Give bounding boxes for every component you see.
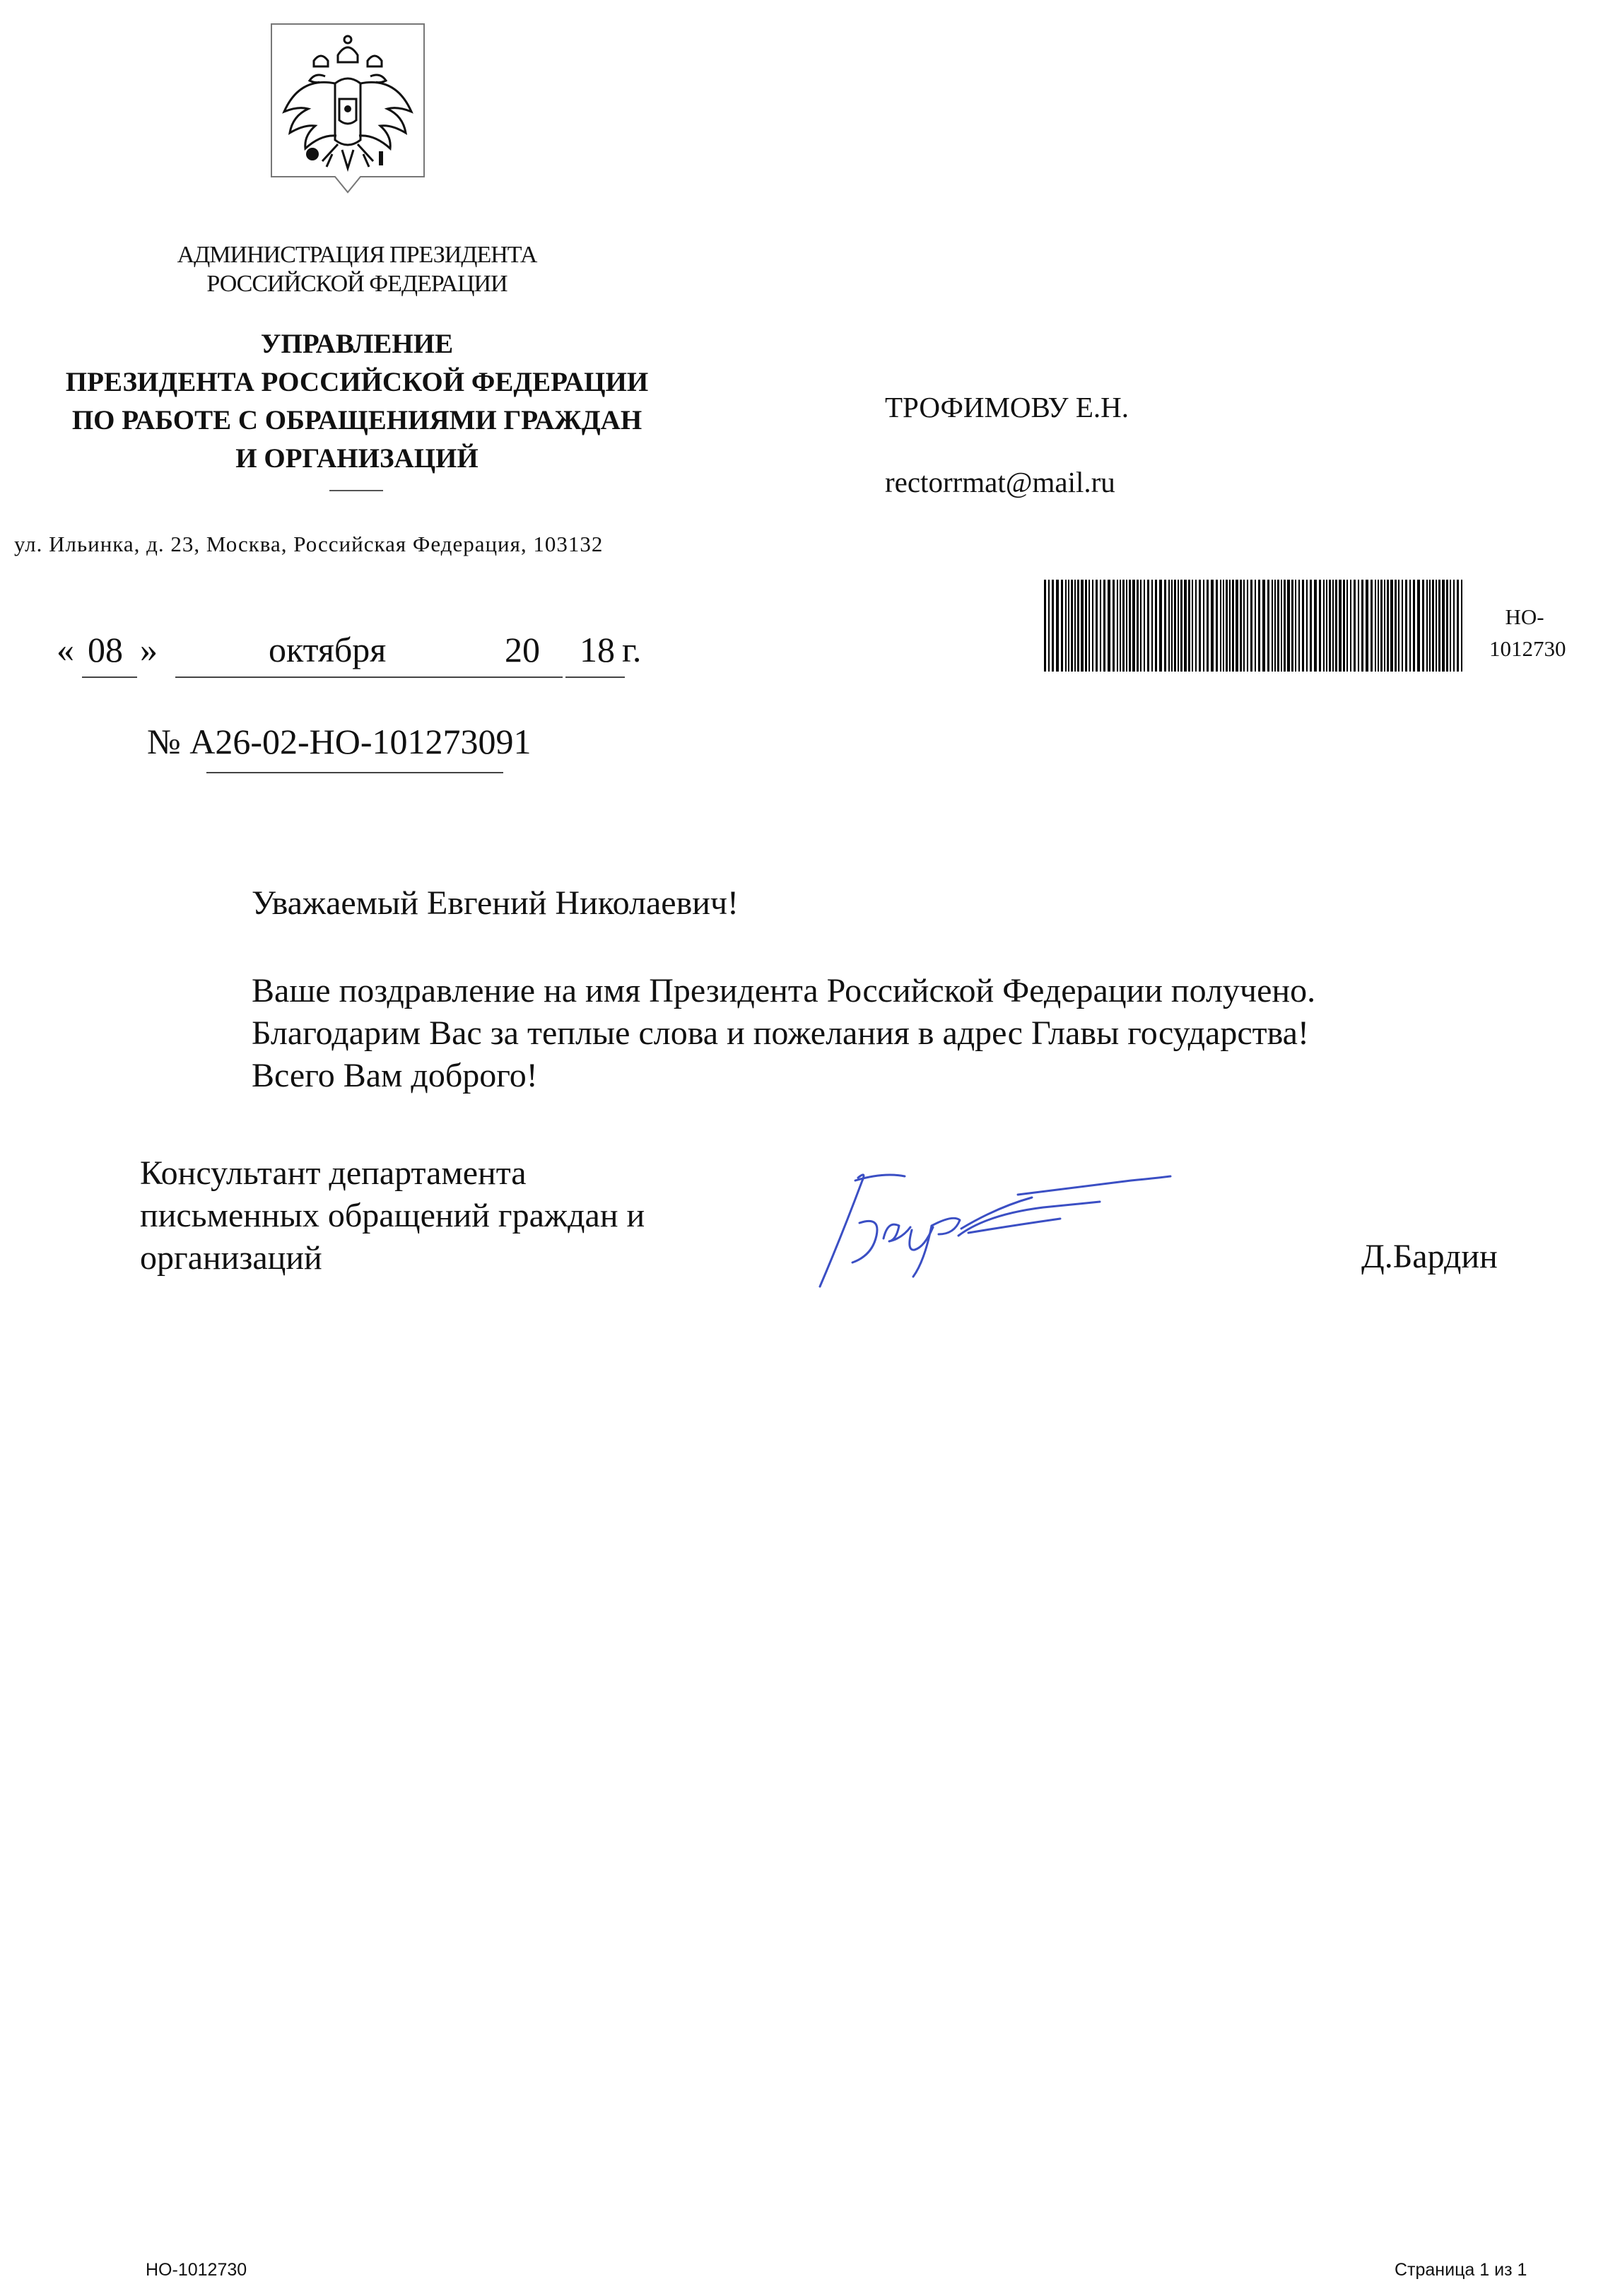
barcode-bar xyxy=(1461,580,1462,672)
barcode-bar xyxy=(1068,580,1069,672)
barcode-bar xyxy=(1335,580,1337,672)
barcode-bar xyxy=(1281,580,1282,672)
barcode-bar xyxy=(1358,580,1359,672)
barcode-bar xyxy=(1192,580,1193,672)
barcode-bar xyxy=(1056,580,1059,672)
date-suffix: г. xyxy=(622,630,642,669)
footer-doc-id: НО-1012730 xyxy=(146,2260,247,2280)
barcode-bar xyxy=(1332,580,1334,672)
barcode-bar xyxy=(1211,580,1214,672)
barcode-bar xyxy=(1267,580,1269,672)
date-month-underline xyxy=(175,676,563,678)
barcode-bar xyxy=(1220,580,1221,672)
body-line-1: Ваше поздравление на имя Президента Российской Федерации получено. xyxy=(252,972,1316,1009)
barcode-bar xyxy=(1402,580,1403,672)
barcode-bar xyxy=(1144,580,1145,672)
date-year-underline xyxy=(565,676,625,678)
barcode-bar xyxy=(1096,580,1098,672)
barcode-bar xyxy=(1243,580,1245,672)
barcode-bar xyxy=(1236,580,1238,672)
barcode-bar xyxy=(1229,580,1231,672)
barcode-id xyxy=(1489,601,1566,664)
barcode-bar xyxy=(1387,580,1389,672)
barcode-bar xyxy=(1195,580,1197,672)
state-emblem xyxy=(267,20,428,197)
date-century: 20 xyxy=(505,630,540,669)
salutation: Уважаемый Евгений Николаевич! xyxy=(252,884,739,922)
date-close-quote: » xyxy=(140,630,158,669)
barcode-bar xyxy=(1302,580,1304,672)
barcode-bar xyxy=(1120,580,1121,672)
barcode-bar xyxy=(1277,580,1279,672)
barcode-bar xyxy=(1216,580,1218,672)
barcode-bar xyxy=(1422,580,1424,672)
barcode-bar xyxy=(1329,580,1331,672)
barcode-bar xyxy=(1339,580,1342,672)
barcode-bar xyxy=(1417,580,1420,672)
barcode-bar xyxy=(1375,580,1376,672)
barcode-bar xyxy=(1180,580,1182,672)
signatory-title-line-1: Консультант департамента xyxy=(140,1154,527,1192)
barcode-bar xyxy=(1184,580,1187,672)
date-year: 18 xyxy=(580,630,615,669)
barcode-bar xyxy=(1122,580,1125,672)
reference-value: А26-02-НО-101273091 xyxy=(189,722,532,761)
barcode-bar xyxy=(1044,580,1046,672)
barcode xyxy=(1043,580,1467,672)
barcode-bar xyxy=(1274,580,1276,672)
date-month: октября xyxy=(269,630,387,669)
barcode-bar xyxy=(1262,580,1265,672)
barcode-bar xyxy=(1371,580,1373,672)
barcode-bar xyxy=(1380,580,1383,672)
barcode-bar xyxy=(1226,580,1228,672)
barcode-bar xyxy=(1199,580,1201,672)
reference-prefix: № xyxy=(147,722,181,761)
barcode-bar xyxy=(1438,580,1440,672)
administration-line-2: РОССИЙСКОЙ ФЕДЕРАЦИИ xyxy=(206,271,507,297)
barcode-bar xyxy=(1223,580,1224,672)
body-line-3: Всего Вам доброго! xyxy=(252,1057,538,1094)
barcode-bar xyxy=(1378,580,1379,672)
department-line-4: И ОРГАНИЗАЦИЙ xyxy=(235,443,479,474)
barcode-bar xyxy=(1132,580,1135,672)
barcode-bar xyxy=(1178,580,1179,672)
barcode-bar xyxy=(1457,580,1459,672)
barcode-bar xyxy=(1164,580,1166,672)
barcode-bar xyxy=(1314,580,1317,672)
barcode-bar xyxy=(1171,580,1173,672)
barcode-bar xyxy=(1426,580,1428,672)
barcode-bar xyxy=(1291,580,1293,672)
barcode-bar xyxy=(1155,580,1157,672)
body-line-2: Благодарим Вас за теплые слова и пожелания в адрес Главы государства! xyxy=(252,1014,1309,1052)
barcode-bar xyxy=(1129,580,1131,672)
date-day-underline xyxy=(82,676,137,678)
administration-heading xyxy=(0,240,714,298)
barcode-bar xyxy=(1081,580,1084,672)
barcode-bar xyxy=(1436,580,1437,672)
barcode-bar xyxy=(1250,580,1252,672)
letter-body xyxy=(252,970,1315,1097)
barcode-bar xyxy=(1085,580,1087,672)
barcode-bar xyxy=(1240,580,1242,672)
barcode-bar xyxy=(1395,580,1397,672)
barcode-bar xyxy=(1061,580,1063,672)
date-day: 08 xyxy=(88,630,123,669)
reference-underline xyxy=(206,772,503,773)
barcode-bar xyxy=(1232,580,1234,672)
barcode-bar xyxy=(1346,580,1348,672)
barcode-bar xyxy=(1429,580,1431,672)
recipient-name: ТРОФИМОВУ Е.Н. xyxy=(885,391,1129,423)
barcode-bar xyxy=(1151,580,1153,672)
barcode-bar xyxy=(1258,580,1260,672)
barcode-bar xyxy=(1398,580,1399,672)
barcode-bar xyxy=(1284,580,1286,672)
barcode-bar xyxy=(1295,580,1296,672)
barcode-bar xyxy=(1092,580,1093,672)
barcode-bar xyxy=(1247,580,1248,672)
footer-page-number: Страница 1 из 1 xyxy=(1395,2260,1527,2280)
barcode-bar xyxy=(1306,580,1308,672)
barcode-bar xyxy=(1442,580,1445,672)
barcode-bar xyxy=(1255,580,1256,672)
barcode-bar xyxy=(1048,580,1050,672)
barcode-bar xyxy=(1298,580,1300,672)
barcode-bar xyxy=(1117,580,1118,672)
department-line-1: УПРАВЛЕНИЕ xyxy=(260,329,454,359)
barcode-bar xyxy=(1071,580,1073,672)
barcode-bar xyxy=(1350,580,1351,672)
barcode-bar xyxy=(1319,580,1321,672)
barcode-bar xyxy=(1409,580,1411,672)
signatory-title xyxy=(140,1152,645,1279)
department-line-3: ПО РАБОТЕ С ОБРАЩЕНИЯМИ ГРАЖДАН xyxy=(71,405,642,435)
barcode-bar xyxy=(1272,580,1273,672)
barcode-bar xyxy=(1343,580,1345,672)
barcode-bar xyxy=(1453,580,1455,672)
barcode-bar xyxy=(1077,580,1079,672)
recipient-email[interactable]: rectorrmat@mail.ru xyxy=(885,466,1115,498)
handwritten-signature xyxy=(806,1152,1173,1294)
barcode-bar xyxy=(1159,580,1162,672)
sender-address: ул. Ильинка, д. 23, Москва, Российская Федерация, 103132 xyxy=(14,532,604,556)
barcode-bar xyxy=(1405,580,1407,672)
barcode-bar xyxy=(1074,580,1076,672)
barcode-bar xyxy=(1446,580,1448,672)
barcode-bar xyxy=(1326,580,1327,672)
barcode-bar xyxy=(1384,580,1385,672)
date-open-quote: « xyxy=(57,630,74,669)
barcode-bar xyxy=(1432,580,1434,672)
barcode-bar xyxy=(1103,580,1105,672)
barcode-bar xyxy=(1088,580,1090,672)
barcode-bar xyxy=(1413,580,1415,672)
department-heading xyxy=(0,325,714,478)
barcode-bar xyxy=(1100,580,1101,672)
barcode-bar xyxy=(1113,580,1115,672)
barcode-id-line-2: 1012730 xyxy=(1489,636,1566,661)
barcode-bar xyxy=(1354,580,1356,672)
barcode-bar xyxy=(1108,580,1110,672)
reference-number xyxy=(147,721,532,762)
administration-line-1: АДМИНИСТРАЦИЯ ПРЕЗИДЕНТА xyxy=(177,242,537,268)
barcode-bar xyxy=(1323,580,1325,672)
barcode-bar xyxy=(1361,580,1363,672)
barcode-bar xyxy=(1065,580,1067,672)
barcode-bar xyxy=(1207,580,1209,672)
barcode-bar xyxy=(1168,580,1170,672)
signatory-title-line-3: организаций xyxy=(140,1239,322,1277)
barcode-bar xyxy=(1287,580,1290,672)
barcode-bar xyxy=(1188,580,1190,672)
department-line-2: ПРЕЗИДЕНТА РОССИЙСКОЙ ФЕДЕРАЦИИ xyxy=(65,367,649,397)
barcode-bar xyxy=(1203,580,1204,672)
barcode-bar xyxy=(1147,580,1149,672)
signatory-name: Д.Бардин xyxy=(1361,1238,1498,1275)
barcode-bar xyxy=(1450,580,1451,672)
barcode-bar xyxy=(1126,580,1127,672)
barcode-bar xyxy=(1174,580,1176,672)
barcode-bar xyxy=(1310,580,1312,672)
barcode-bar xyxy=(1366,580,1368,672)
barcode-bar xyxy=(1137,580,1139,672)
barcode-bar xyxy=(1390,580,1393,672)
barcode-id-line-1: НО- xyxy=(1505,604,1544,629)
signatory-title-line-2: письменных обращений граждан и xyxy=(140,1197,645,1234)
barcode-bar xyxy=(1052,580,1054,672)
barcode-bar xyxy=(1140,580,1142,672)
heading-divider xyxy=(329,490,383,491)
